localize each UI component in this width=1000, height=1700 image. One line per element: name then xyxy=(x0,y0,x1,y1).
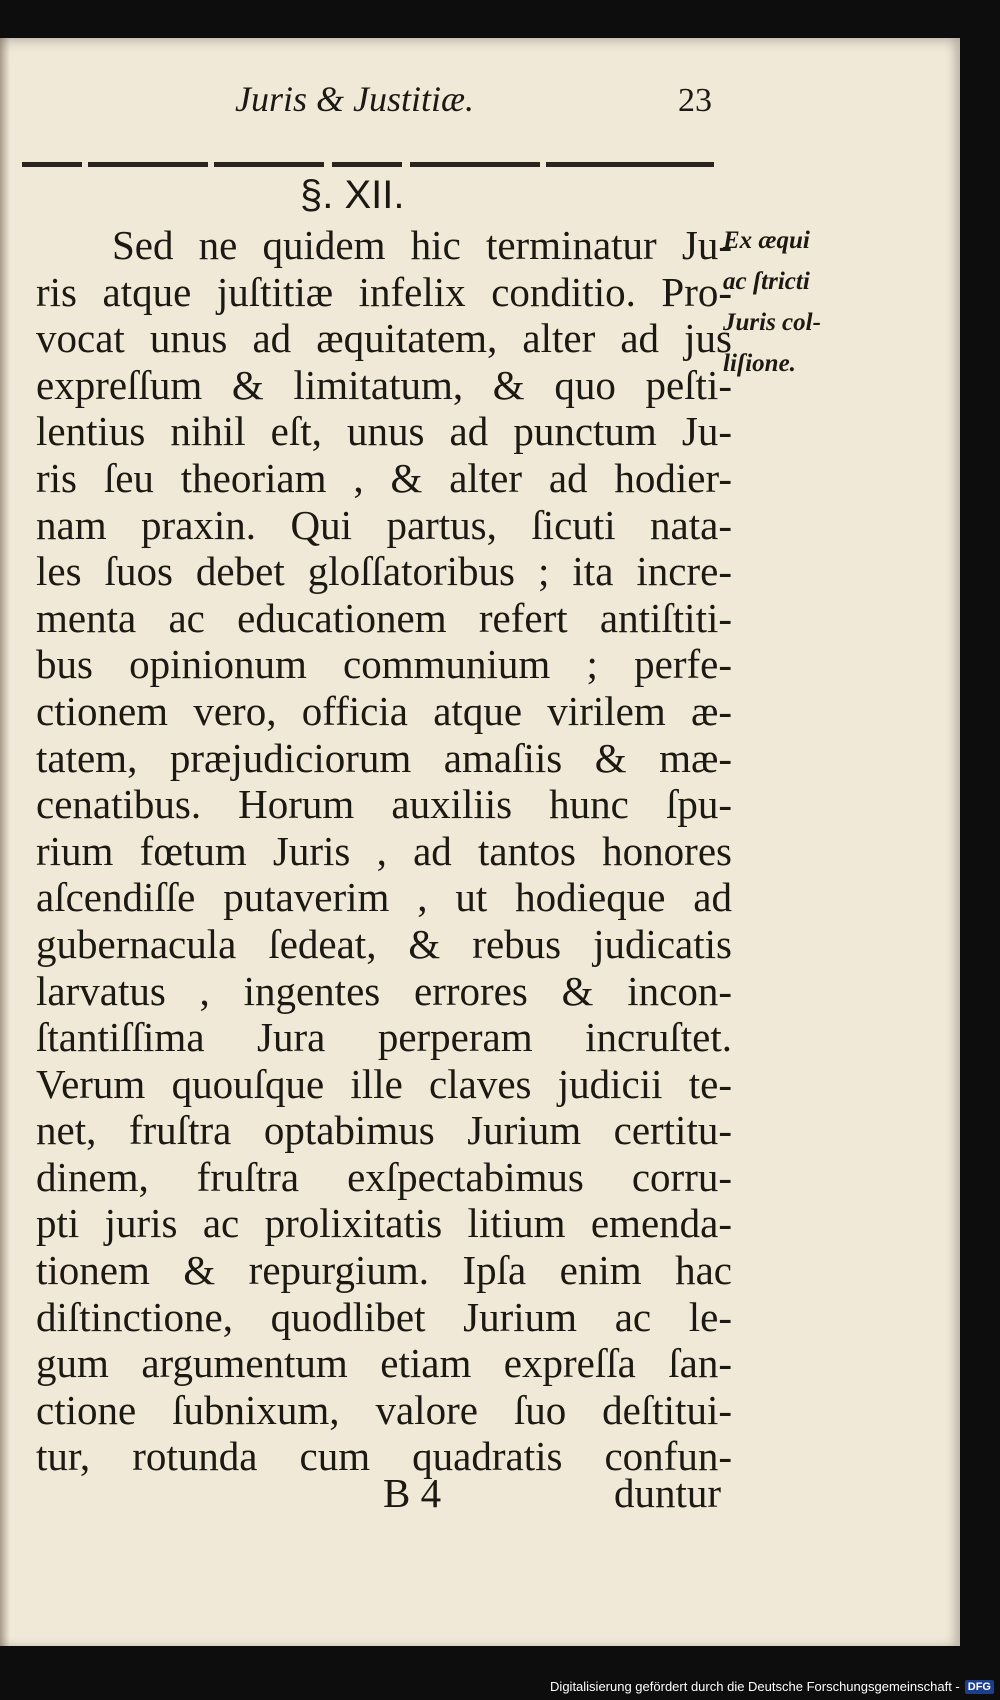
header-rule xyxy=(22,162,714,168)
body-line: Sed ne quidem hic terminatur Ju- xyxy=(112,222,732,268)
dfg-logo: DFG xyxy=(965,1680,994,1694)
body-line: larvatus , ingentes errores & incon- xyxy=(36,967,732,1014)
digitization-credit xyxy=(550,1679,994,1694)
body-line: les ſuos debet gloſſatoribus ; ita incre- xyxy=(36,548,732,595)
body-line: nam praxin. Qui partus, ſicuti nata- xyxy=(36,501,732,548)
body-line: net, fruſtra optabimus Jurium certitu- xyxy=(36,1107,732,1154)
running-head xyxy=(30,78,718,118)
credit-text: Digitalisierung gefördert durch die Deutsche Forschungsgemeinschaft - xyxy=(550,1679,960,1694)
body-line: ris ſeu theoriam , & alter ad hodier- xyxy=(36,454,732,501)
body-line: ſtantiſſima Jura perperam incruſtet. xyxy=(36,1014,732,1061)
body-line: ctione ſubnixum, valore ſuo deſtitui- xyxy=(36,1386,732,1433)
margin-note-line: Ex æqui xyxy=(723,227,810,254)
body-line: ris atque juſtitiæ infelix conditio. Pro- xyxy=(36,268,732,315)
section-number: §. XII. xyxy=(300,173,405,217)
body-line: lentius nihil eſt, unus ad punctum Ju- xyxy=(36,408,732,455)
body-line: diſtinctione, quodlibet Jurium ac le- xyxy=(36,1293,732,1340)
body-text xyxy=(36,222,732,1480)
body-line: dinem, fruſtra exſpectabimus corru- xyxy=(36,1153,732,1200)
running-title: Juris & Justitiæ. xyxy=(235,79,475,119)
body-line: rium fœtum Juris , ad tantos honores xyxy=(36,827,732,874)
body-line: gum argumentum etiam expreſſa ſan- xyxy=(36,1340,732,1387)
page-shadow xyxy=(0,38,10,1646)
body-line: tionem & repurgium. Ipſa enim hac xyxy=(36,1247,732,1294)
margin-note-line: liſione. xyxy=(723,350,796,377)
body-line: menta ac educationem refert antiſtiti- xyxy=(36,594,732,641)
page-number: 23 xyxy=(678,82,712,119)
body-line: cenatibus. Horum auxiliis hunc ſpu- xyxy=(36,781,732,828)
margin-note-line: ac ſtricti xyxy=(723,268,810,295)
body-line: pti juris ac prolixitatis litium emenda- xyxy=(36,1200,732,1247)
body-line: aſcendiſſe putaverim , ut hodieque ad xyxy=(36,874,732,921)
body-line: expreſſum & limitatum, & quo peſti- xyxy=(36,361,732,408)
margin-note xyxy=(723,220,893,384)
body-line: ctionem vero, officia atque virilem æ- xyxy=(36,687,732,734)
signature-mark: B 4 xyxy=(383,1470,442,1516)
catchword: duntur xyxy=(614,1470,722,1516)
body-line: bus opinionum communium ; perfe- xyxy=(36,641,732,688)
body-line: tatem, præjudiciorum amaſiis & mæ- xyxy=(36,734,732,781)
body-line: vocat unus ad æquitatem, alter ad jus xyxy=(36,315,732,362)
margin-note-line: Juris col- xyxy=(723,309,821,336)
body-line: tur, rotunda cum quadratis confun- xyxy=(36,1433,732,1480)
body-line: Verum quouſque ille claves judicii te- xyxy=(36,1060,732,1107)
body-line: gubernacula ſedeat, & rebus judicatis xyxy=(36,920,732,967)
